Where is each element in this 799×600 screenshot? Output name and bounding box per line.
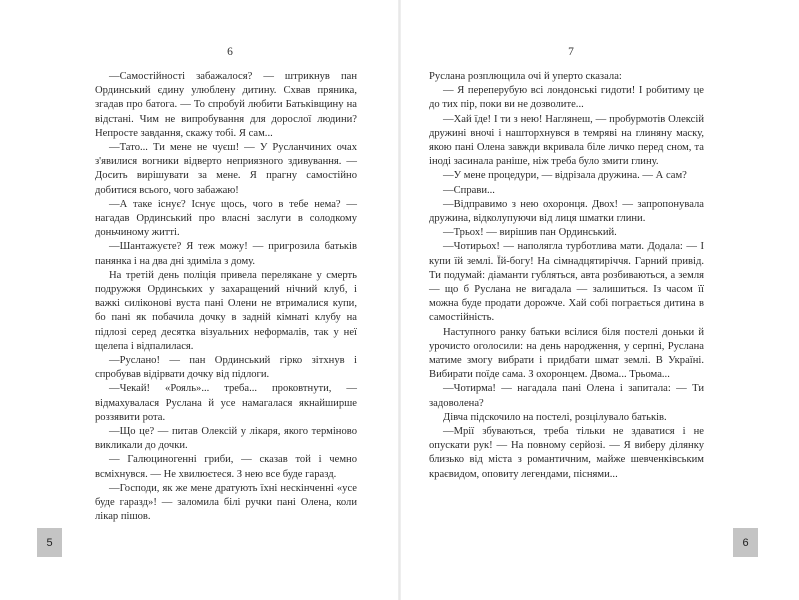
paragraph: Дівча підскочило на постелі, розцілувало батьків. — [443, 411, 667, 423]
paragraph: Руслана розплющила очі й уперто сказала: — [429, 71, 622, 82]
paragraph: —Мрії збуваються, треба тільки не здаватися і не опускати рук! — На повному серйозі. — Я виберу ділянку близько від міста з романтичним, майже шевченківським краєвидом, оповиту легендами, піснями... — [429, 426, 704, 480]
paragraph: —Шантажуєте? Я теж можу! — пригрозила батьків панянка і на два дні здиміла з дому. — [95, 241, 357, 267]
right-page-header-number: 7 — [568, 46, 574, 58]
right-page-number-tab: 6 — [733, 528, 758, 557]
paragraph: —Руслано! — пан Ординський гірко зітхнув і спробував відірвати дочку від підлоги. — [95, 355, 357, 381]
paragraph: —Господи, як же мене дратують їхні нескінченні «усе буде гаразд»! — заломила білі ручки пані Олена, коли лікар пішов. — [95, 482, 357, 523]
paragraph: На третій день поліція привела перелякане у смерть подружжя Ординських у захаращений нічний клуб, і важкі силіконові вуста пані Олени не втрималися купи, бо пані як побачила дочку в задній кімнаті клубу на підлозі серед десятка візуальних неформалів, так у неї щелепа і відпалилася. — [95, 269, 357, 352]
left-page — [0, 0, 399, 600]
paragraph: —А таке існує? Існує щось, чого в тебе нема? — нагадав Ординський про власні заслуги в солодкому доньчиному житті. — [95, 198, 357, 239]
left-page-text — [95, 70, 357, 525]
paragraph: —Чотирьох! — наполягла турботлива мати. Додала: — І купи їй землі. Їй-богу! На сімнадцятиріччя. Гарний привід. Ти подумай: діаманти губляться, авта розбиваються, а земля — що б Руслана не вигадала — залишиться. Із часом її можна буде продати дорожче. Хай собі пограється дитина в самостійність. — [429, 241, 704, 324]
paragraph: —Чотирма! — нагадала пані Олена і запитала: — Ти задоволена? — [429, 383, 704, 409]
paragraph: —У мене процедури, — відрізала дружина. — А сам? — [443, 170, 687, 182]
right-page — [400, 0, 799, 600]
paragraph: —Відправимо з нею охоронця. Двох! — запропонувала дружина, відколупуючи від лиця шматки глини. — [429, 198, 704, 225]
paragraph: —Трьох! — вирішив пан Ординський. — [443, 227, 617, 239]
paragraph: —Що це? — питав Олексій у лікаря, якого терміново викликали до дочки. — [95, 426, 357, 452]
paragraph: —Справи... — [443, 184, 495, 196]
left-page-header-number: 6 — [227, 46, 233, 58]
left-page-number-tab: 5 — [37, 528, 62, 557]
right-page-text — [429, 70, 704, 482]
paragraph: Наступного ранку батьки всілися біля постелі доньки й урочисто оголосили: на день народження, у серпні, Руслана матиме змогу вибрати і придбати шмат землі. В Україні. Вибирати поїде сама. З охоронцем. Двома... Трьома... — [429, 326, 704, 381]
paragraph: —Самостійності забажалося? — штрикнув пан Ординський єдину улюблену дитину. Схвав пряника, згадав про батога. — То спробуй любити Батьківщину на відстані. Чим не випробування для дорослої людини? Непросте завдання, скажу тобі. Я сам... — [95, 71, 357, 139]
paragraph: —Хай їде! І ти з нею! Наглянеш, — пробурмотів Олексій дружині вночі і нашторхнувся в темряві на глиняну маску, якою пані Олена завжди вкривала біле личко перед сном, та іноді засинала раніше, ніж треба було змити глину. — [429, 113, 704, 168]
paragraph: —Тато... Ти мене не чуєш! — У Русланчиних очах з'явилися вогники відверто неприязного здивування. — Досить вирішувати за мене. Я прагну самостійно добитися всього, чого забажаю! — [95, 142, 357, 196]
paragraph: — Я переперубую всі лондонські гидоти! І робитиму це до тих пір, поки ви не дозволите... — [429, 85, 704, 111]
paragraph: — Галюциногенні гриби, — сказав той і чемно всміхнувся. — Не хвилюєтеся. З нею все буде гаразд. — [95, 454, 357, 480]
paragraph: —Чекай! «Рояль»... треба... проковтнути, — відмахувалася Руслана й усе намагалася якнайширше роззявити рота. — [95, 383, 357, 423]
